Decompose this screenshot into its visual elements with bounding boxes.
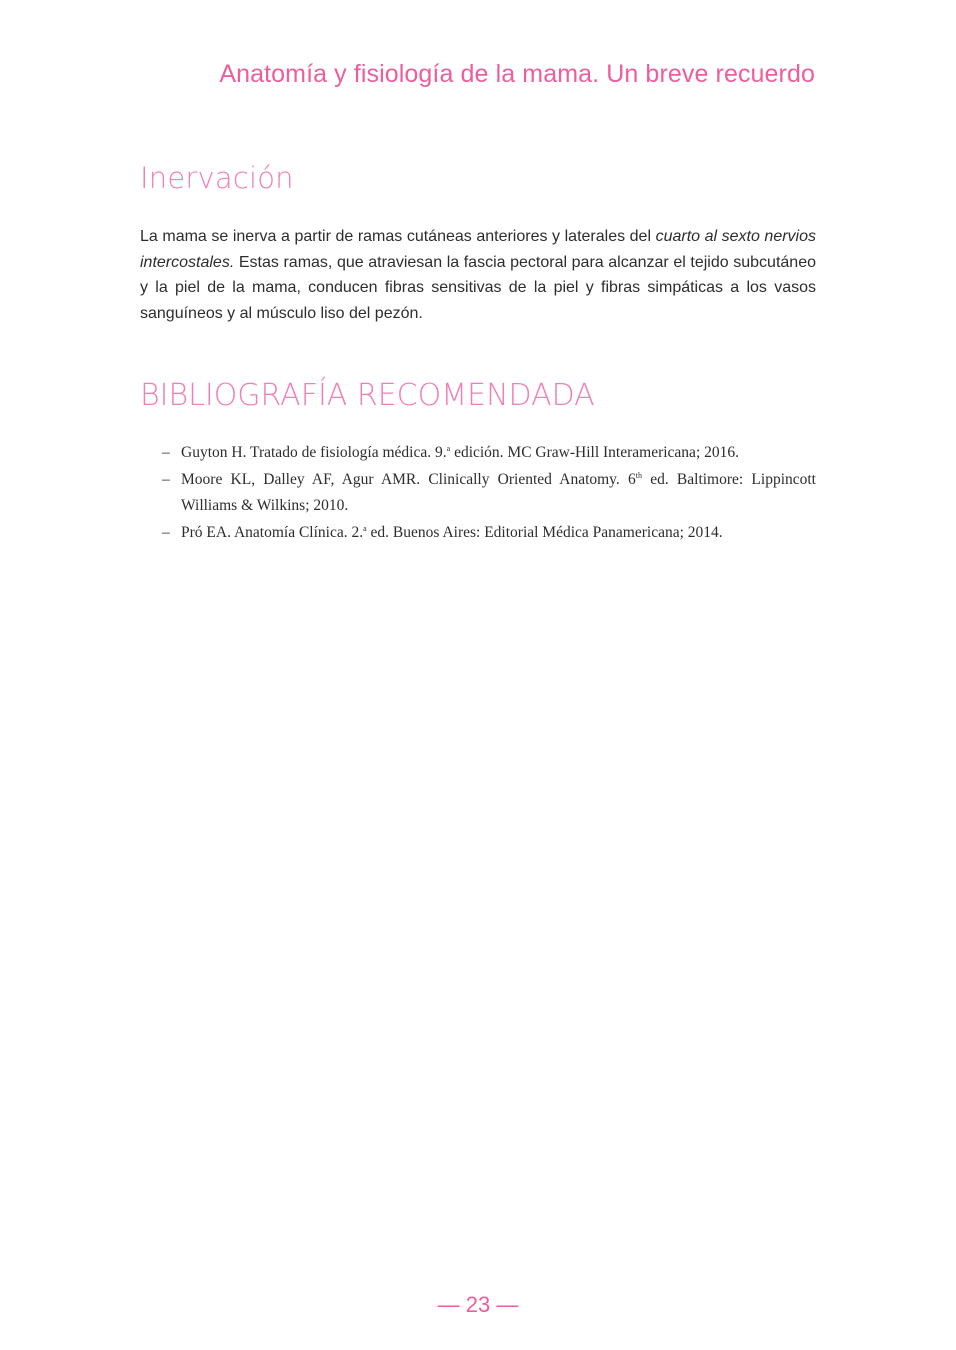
- bibliography-dash: –: [162, 523, 170, 541]
- bibliography-dash: –: [162, 444, 170, 461]
- bibliography-item-text: Guyton H. Tratado de fisiología médica. 9.: [181, 444, 447, 461]
- bibliography-item-superscript: a: [446, 444, 451, 453]
- section-title-inervacion: Inervación: [140, 161, 294, 195]
- inervacion-text-italic: cuarto al sexto nervios intercostales.: [140, 228, 817, 271]
- bibliography-list: [162, 440, 816, 546]
- bibliography-item-text: edición. MC Graw-Hill Interamericana; 2016.: [450, 444, 739, 461]
- section-title-bibliografia: BIBLIOGRAFÍA RECOMENDADA: [140, 378, 595, 413]
- bibliography-item: [162, 520, 816, 547]
- bibliography-item-superscript: th: [635, 470, 642, 480]
- bibliography-item-text: Moore KL, Dalley AF, Agur AMR. Clinically Oriented Anatomy. 6: [181, 470, 636, 488]
- running-header-title: Anatomía y fisiología de la mama. Un breve recuerdo: [219, 60, 815, 88]
- bibliography-item: [162, 467, 816, 520]
- inervacion-text-part1: La mama se inerva a partir de ramas cutáneas anteriores y laterales del: [140, 228, 656, 245]
- bibliography-item: [162, 440, 816, 467]
- bibliography-item-text: ed. Baltimore: Lippincott Williams & Wilkins; 2010.: [181, 470, 816, 514]
- bibliography-item-text: Pró EA. Anatomía Clínica. 2.: [181, 523, 364, 541]
- inervacion-paragraph: [140, 224, 816, 326]
- bibliography-dash: –: [162, 470, 170, 488]
- page-number: — 23 —: [437, 1292, 519, 1317]
- inervacion-text-part2: Estas ramas, que atraviesan la fascia pectoral para alcanzar el tejido subcutáneo y la piel de la mama, conducen fibras sensitivas de la piel y fibras simpáticas a los vasos sanguíneos y al músculo liso del pezón.: [140, 253, 816, 322]
- bibliography-item-superscript: a: [363, 523, 367, 533]
- bibliography-item-text: ed. Buenos Aires: Editorial Médica Panamericana; 2014.: [366, 523, 723, 541]
